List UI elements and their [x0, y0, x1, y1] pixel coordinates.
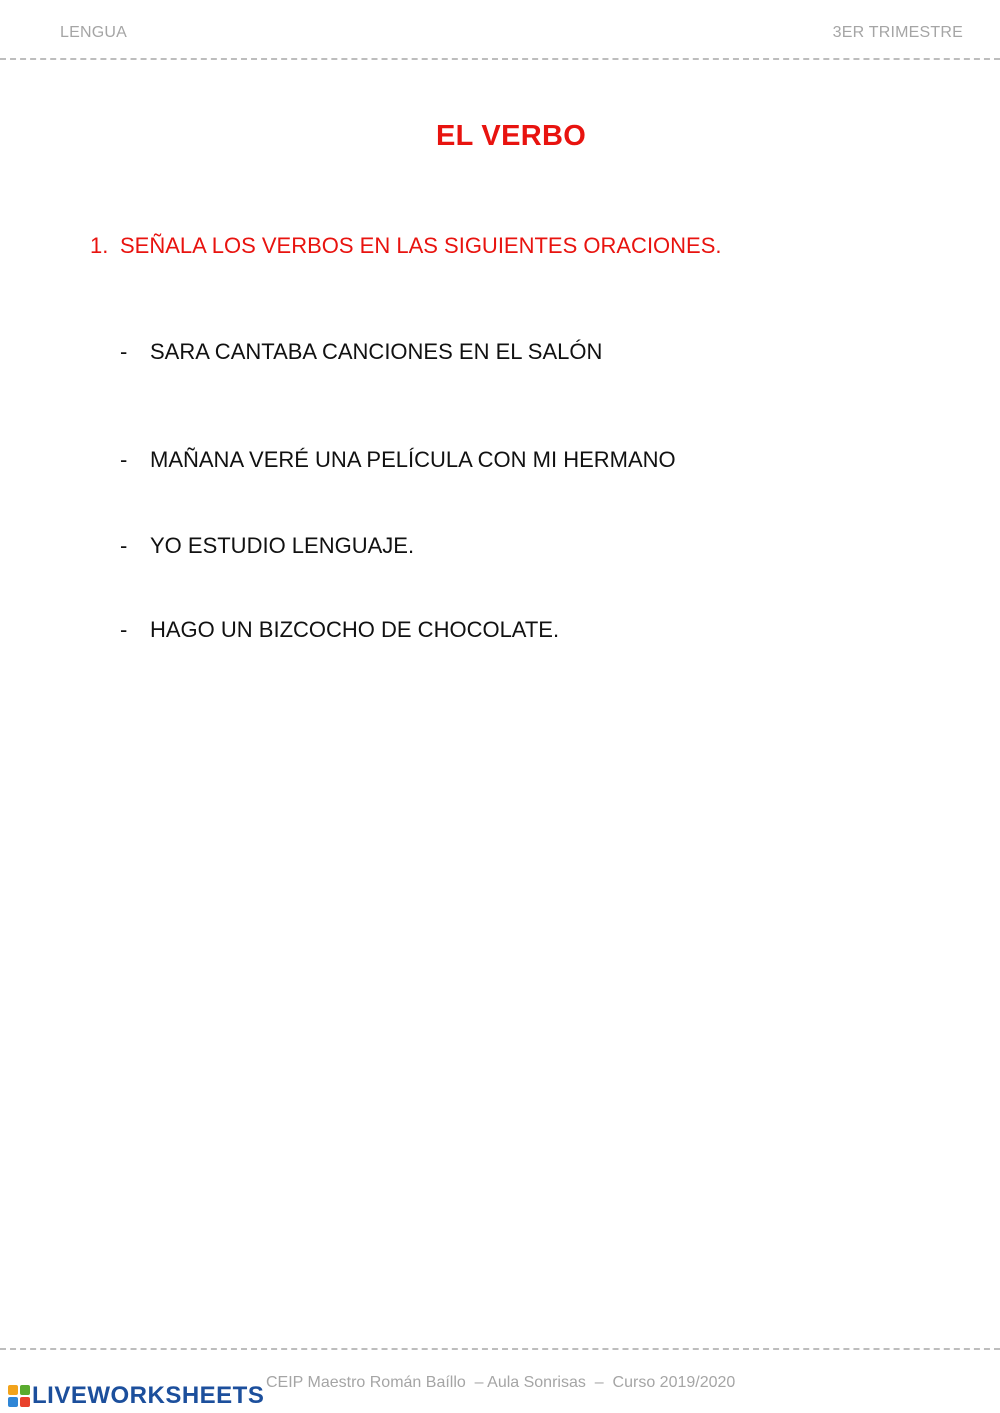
bullet-dash: -	[120, 617, 128, 642]
footer-credit: CEIP Maestro Román Baíllo – Aula Sonrisas – Curso 2019/2020	[266, 1374, 736, 1391]
sentence-text[interactable]: HAGO UN BIZCOCHO DE CHOCOLATE.	[150, 617, 560, 642]
header-divider	[0, 58, 1000, 60]
sentence-text[interactable]: SARA CANTABA CANCIONES EN EL SALÓN	[150, 339, 603, 364]
sentence-text[interactable]: YO ESTUDIO LENGUAJE.	[150, 533, 415, 558]
sentence-text[interactable]: MAÑANA VERÉ UNA PELÍCULA CON MI HERMANO	[150, 447, 676, 472]
footer-divider	[0, 1348, 1000, 1350]
sentence-item[interactable]	[120, 339, 602, 365]
sentence-item[interactable]	[120, 533, 414, 559]
sentence-item[interactable]	[120, 617, 559, 643]
page-header	[0, 0, 1000, 60]
page-title: EL VERBO	[435, 120, 587, 152]
bullet-dash: -	[120, 339, 128, 364]
header-subject: LENGUA	[60, 24, 127, 41]
logo-square-icon	[8, 1385, 18, 1395]
exercise-instruction-text: SEÑALA LOS VERBOS EN LAS SIGUIENTES ORACIONES.	[120, 233, 722, 258]
logo-mark-icon	[8, 1385, 30, 1407]
logo-square-icon	[20, 1397, 30, 1407]
logo-square-icon	[8, 1397, 18, 1407]
header-term: 3ER TRIMESTRE	[832, 24, 963, 41]
bullet-dash: -	[120, 533, 128, 558]
liveworksheets-logo[interactable]	[8, 1382, 264, 1410]
logo-square-icon	[20, 1385, 30, 1395]
logo-text: LIVEWORKSHEETS	[32, 1382, 265, 1409]
sentence-item[interactable]	[120, 447, 676, 473]
exercise-instruction	[90, 233, 722, 259]
exercise-number: 1.	[90, 233, 109, 258]
bullet-dash: -	[120, 447, 128, 472]
